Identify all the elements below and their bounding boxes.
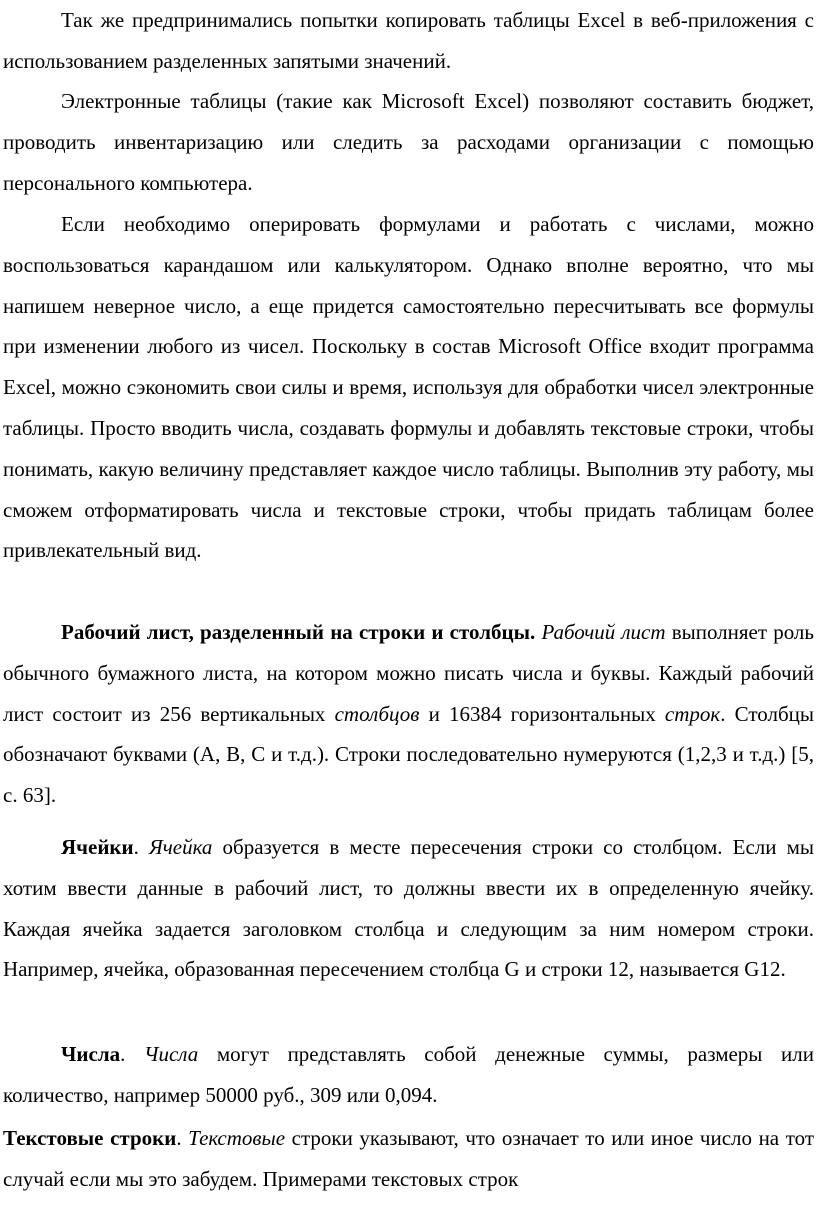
heading-text-strings: Текстовые строки <box>3 1126 177 1150</box>
paragraph-cells <box>3 827 814 990</box>
paragraph-formulas-numbers: Если необходимо оперировать формулами и работать с числами, можно воспользоваться карандашом или калькулятором. Однако вполне вероятно, что мы напишем неверное число, а еще придется самостоятельно пересчитывать все формулы при изменении любого из чисел. Поскольку в состав Microsoft Office входит программа Excel, можно сэкономить свои силы и время, используя для обработки чисел электронные таблицы. Просто вводить числа, создавать формулы и добавлять текстовые строки, чтобы понимать, какую величину представляет каждое число таблицы. Выполнив эту работу, мы сможем отформатировать числа и текстовые строки, чтобы придать таблицам более привлекательный вид. <box>3 212 814 563</box>
paragraph-numbers <box>3 1034 814 1116</box>
term-columns: столбцов <box>334 701 420 726</box>
paragraph-text-strings <box>3 1118 814 1200</box>
term-rows: строк <box>664 701 721 726</box>
text-segment: . Столбцы обозначают буквами (А, В, С и т.д.). Строки последовательно нумеруются (1,2,3 и т.д.) [5, с. 63]. <box>3 701 814 808</box>
term-cell: Ячейка <box>148 835 213 859</box>
text-segment: . <box>176 1126 189 1150</box>
term-worksheet: Рабочий лист <box>541 620 666 644</box>
term-text: Текстовые <box>188 1126 286 1150</box>
paragraph-worksheet <box>3 612 814 816</box>
text-segment: . <box>133 835 149 859</box>
paragraph-excel-web: Так же предпринимались попытки копировать таблицы Excel в веб-приложения с использованием разделенных запятыми значений. <box>3 8 814 73</box>
heading-cells: Ячейки <box>61 835 134 859</box>
heading-worksheet: Рабочий лист, разделенный на строки и столбцы. <box>61 620 536 644</box>
term-numbers: Числа <box>144 1042 199 1066</box>
heading-numbers: Числа <box>61 1042 121 1066</box>
text-segment: образуется в месте пересечения строки со столбцом. Если мы хотим ввести данные в рабочий лист, то должны ввести их в определенную ячейку. Каждая ячейка задается заголовком столбца и следующим за ним номером строки. Например, ячейка, образованная пересечением столбца G и строки 12, называется G12. <box>3 835 815 982</box>
text-segment: строки указывают, что означает то или иное число на тот случай если мы это забудем. Примерами текстовых строк <box>3 1126 814 1191</box>
text-segment: и 16384 горизонтальных <box>419 701 665 726</box>
text-segment: . <box>120 1042 145 1066</box>
paragraph-spreadsheets-intro: Электронные таблицы (такие как Microsoft Excel) позволяют составить бюджет, проводить инвентаризацию или следить за расходами организации с помощью персонального компьютера. <box>3 89 814 195</box>
text-segment: выполняет роль обычного бумажного листа, на котором можно писать числа и буквы. Каждый рабочий лист состоит из 256 вертикальных <box>3 620 814 726</box>
text-segment: могут представлять собой денежные суммы, размеры или количество, например 50000 руб., 309 или 0,094. <box>3 1042 814 1107</box>
